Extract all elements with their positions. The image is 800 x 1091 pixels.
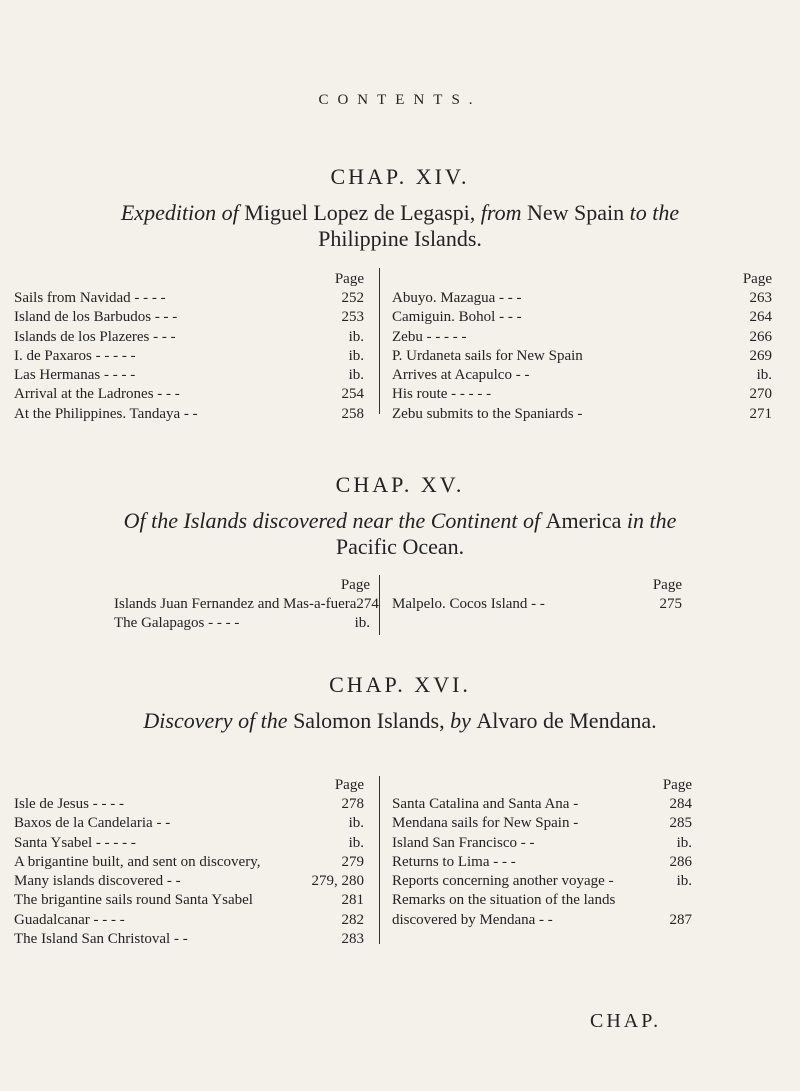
contents-entry	[14, 347, 364, 366]
chapter-title-xv: CHAP. XV.	[335, 472, 465, 497]
contents-entry	[392, 308, 772, 327]
page-header: CONTENTS.	[318, 92, 482, 108]
entry-title: Returns to Lima - - -	[392, 853, 516, 870]
column-divider	[379, 268, 380, 414]
contents-entry	[392, 853, 692, 872]
column-divider	[379, 776, 380, 944]
contents-entry	[392, 289, 772, 308]
entry-title: Santa Ysabel - - - - -	[14, 834, 136, 851]
entry-title: Las Hermanas - - - -	[14, 367, 136, 384]
contents-entry	[392, 834, 692, 853]
contents-entry	[114, 614, 370, 633]
contents-entry	[392, 872, 692, 891]
entry-page-number: 266	[749, 328, 772, 345]
entry-title: Islands Juan Fernandez and Mas-a-fuera	[114, 596, 357, 612]
subtitle-line1	[124, 508, 677, 533]
contents-right-column	[392, 576, 682, 614]
contents-entry	[114, 595, 379, 614]
entry-page-number: 287	[669, 911, 692, 928]
page-column-label: Page	[742, 271, 772, 287]
entry-page-number: 269	[749, 347, 772, 364]
contents-entry	[14, 911, 364, 930]
contents-entry	[14, 853, 364, 872]
entry-title: Malpelo. Cocos Island - -	[392, 596, 545, 612]
contents-entry	[14, 366, 364, 385]
entry-title: At the Philippines. Tandaya - -	[14, 405, 198, 422]
contents-entry	[392, 795, 692, 814]
entry-page-number: 278	[341, 796, 364, 812]
entry-title: Arrival at the Ladrones - - -	[14, 386, 180, 403]
subtitle-fragment: in the	[626, 508, 677, 533]
contents-left-column	[14, 270, 364, 424]
subtitle-fragment: New Spain	[526, 200, 630, 225]
contents-entry	[14, 308, 364, 327]
entry-page-number: ib.	[348, 834, 364, 851]
contents-entry	[392, 911, 692, 930]
entry-page-number: ib.	[676, 873, 692, 890]
subtitle-line2: Pacific Ocean.	[335, 534, 465, 559]
subtitle-fragment: Expedition	[120, 200, 222, 225]
contents-entry	[392, 347, 772, 366]
subtitle-fragment: America	[545, 508, 627, 533]
contents-entry	[392, 891, 692, 910]
contents-entry	[14, 930, 364, 949]
entry-title: discovered by Mendana - -	[392, 911, 553, 928]
contents-entry	[14, 289, 364, 308]
contents-right-column	[392, 776, 692, 930]
entry-page-number: 279, 280	[311, 873, 364, 890]
entry-title: The brigantine sails round Santa Ysabel	[14, 892, 253, 909]
entry-title: Isle de Jesus - - - -	[14, 796, 124, 812]
entry-page-number: 283	[341, 931, 364, 948]
entry-title: Island San Francisco - -	[392, 834, 535, 851]
entry-title: Reports concerning another voyage -	[392, 873, 614, 890]
contents-entry	[392, 328, 772, 347]
entry-title: Camiguin. Bohol - - -	[392, 309, 522, 326]
page-column-label: Page	[652, 577, 682, 593]
entry-page-number: ib.	[756, 367, 772, 384]
column-divider	[379, 575, 380, 635]
entry-page-number: 253	[341, 309, 364, 326]
page-column-label: Page	[340, 577, 370, 593]
chapter-subtitle-xvi	[20, 708, 780, 734]
entry-page-number: ib.	[354, 615, 370, 632]
entry-title: The Island San Christoval - -	[14, 931, 188, 948]
subtitle-fragment: from	[480, 200, 527, 225]
entry-title: Many islands discovered - -	[14, 873, 181, 890]
subtitle-fragment: Discovery of the	[143, 708, 294, 733]
chapter-title-xvi: CHAP. XVI.	[329, 672, 471, 697]
subtitle-fragment: by	[450, 708, 477, 733]
contents-entry	[392, 814, 692, 833]
entry-page-number: 263	[749, 290, 772, 306]
entry-page-number: ib.	[348, 367, 364, 384]
chapter-title-xiv: CHAP. XIV.	[330, 164, 470, 189]
chapter-subtitle-xiv	[20, 200, 780, 252]
page-column-label: Page	[662, 777, 692, 793]
subtitle-fragment: of	[221, 200, 245, 225]
entry-page-number: ib.	[676, 834, 692, 851]
contents-entry	[392, 385, 772, 404]
catchword: CHAP.	[590, 1010, 662, 1032]
entry-title: Santa Catalina and Santa Ana -	[392, 796, 579, 812]
entry-title: Zebu submits to the Spaniards -	[392, 405, 583, 422]
entry-title: Guadalcanar - - - -	[14, 911, 125, 928]
entry-title: His route - - - - -	[392, 386, 492, 403]
contents-entry	[392, 405, 772, 424]
page-column-label: Page	[334, 777, 364, 793]
entry-title: The Galapagos - - - -	[114, 615, 240, 632]
subtitle-fragment: Of the Islands discovered near the Continent of	[123, 508, 546, 533]
entry-page-number: 258	[341, 405, 364, 422]
entry-title: A brigantine built, and sent on discovery,	[14, 853, 261, 870]
entry-page-number: 286	[669, 853, 692, 870]
subtitle-line1	[121, 200, 679, 225]
entry-title: Zebu - - - - -	[392, 328, 467, 345]
entry-page-number: ib.	[348, 328, 364, 345]
contents-entry	[14, 872, 364, 891]
entry-title: Remarks on the situation of the lands	[392, 892, 616, 909]
contents-entry	[392, 366, 772, 385]
entry-page-number: 271	[749, 405, 772, 422]
contents-entry	[14, 814, 364, 833]
contents-left-column	[14, 776, 364, 949]
entry-page-number: ib.	[348, 815, 364, 832]
subtitle-fragment: Miguel Lopez de Legaspi,	[244, 200, 481, 225]
contents-entry	[14, 328, 364, 347]
page-column-label: Page	[334, 271, 364, 287]
subtitle-line1	[143, 708, 656, 733]
contents-entry	[392, 595, 682, 614]
entry-page-number: 270	[749, 386, 772, 403]
entry-title: Arrives at Acapulco - -	[392, 367, 530, 384]
chapter-subtitle-xv	[20, 508, 780, 560]
contents-left-column	[114, 576, 379, 634]
contents-right-column	[392, 270, 772, 424]
entry-title: I. de Paxaros - - - - -	[14, 347, 136, 364]
contents-entry	[14, 795, 364, 814]
contents-entry	[14, 405, 364, 424]
entry-page-number: 279	[341, 853, 364, 870]
entry-page-number: 275	[659, 596, 682, 612]
contents-entry	[14, 385, 364, 404]
entry-page-number	[658, 891, 692, 910]
entry-page-number: 264	[749, 309, 772, 326]
contents-entry	[14, 891, 364, 910]
subtitle-fragment: Alvaro de Mendana.	[476, 708, 657, 733]
entry-title: Islands de los Plazeres - - -	[14, 328, 176, 345]
subtitle-fragment: to the	[629, 200, 680, 225]
entry-title: P. Urdaneta sails for New Spain	[392, 347, 583, 364]
entry-page-number: 281	[341, 892, 364, 909]
entry-page-number: 282	[341, 911, 364, 928]
subtitle-line2: Philippine Islands.	[318, 226, 482, 251]
entry-page-number: ib.	[348, 347, 364, 364]
entry-title: Island de los Barbudos - - -	[14, 309, 178, 326]
entry-title: Abuyo. Mazagua - - -	[392, 290, 522, 306]
entry-title: Baxos de la Candelaria - -	[14, 815, 171, 832]
entry-page-number: 254	[341, 386, 364, 403]
entry-page-number: 285	[669, 815, 692, 832]
contents-entry	[14, 834, 364, 853]
subtitle-fragment: Salomon Islands,	[293, 708, 451, 733]
entry-title: Mendana sails for New Spain -	[392, 815, 579, 832]
entry-page-number: 252	[341, 290, 364, 306]
entry-page-number: 274	[356, 596, 379, 612]
entry-page-number: 284	[669, 796, 692, 812]
entry-title: Sails from Navidad - - - -	[14, 290, 166, 306]
